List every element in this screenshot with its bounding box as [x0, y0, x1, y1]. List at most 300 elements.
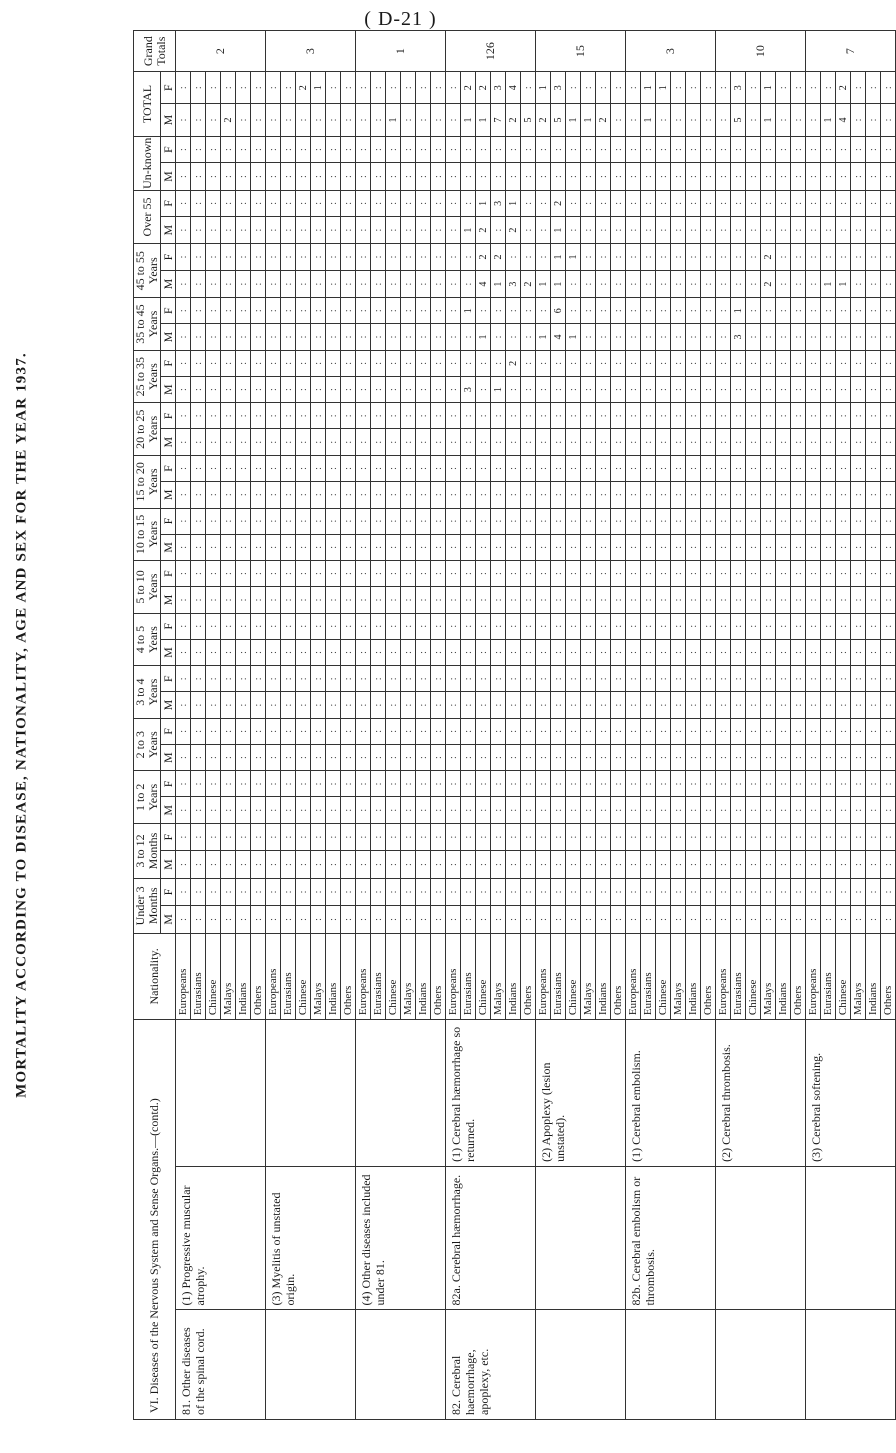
- value-cell: :: [461, 350, 476, 376]
- value-cell: :: [851, 350, 866, 376]
- value-cell: :: [311, 666, 326, 692]
- value-cell: :: [221, 136, 236, 163]
- value-cell: :: [341, 429, 356, 456]
- value-cell: :: [251, 561, 266, 587]
- value-cell: :: [746, 403, 761, 429]
- value-cell: :: [221, 508, 236, 534]
- value-cell: :: [506, 324, 521, 351]
- value-cell: 4: [476, 270, 491, 297]
- value-cell: :: [356, 666, 371, 692]
- value-cell: :: [746, 190, 761, 216]
- value-cell: :: [341, 481, 356, 508]
- value-cell: :: [536, 456, 551, 482]
- nationality-label: Indians: [866, 933, 881, 1019]
- value-cell: :: [491, 587, 506, 614]
- value-cell: :: [536, 906, 551, 934]
- value-cell: :: [671, 666, 686, 692]
- value-cell: :: [596, 324, 611, 351]
- female-header: F: [161, 508, 176, 534]
- value-cell: :: [356, 190, 371, 216]
- value-cell: :: [596, 587, 611, 614]
- value-cell: :: [836, 639, 851, 666]
- value-cell: :: [791, 851, 806, 879]
- value-cell: :: [341, 878, 356, 905]
- value-cell: :: [491, 508, 506, 534]
- value-cell: :: [581, 481, 596, 508]
- value-cell: :: [836, 190, 851, 216]
- value-cell: :: [566, 508, 581, 534]
- value-cell: 7: [491, 104, 506, 137]
- value-cell: :: [581, 666, 596, 692]
- value-cell: :: [176, 72, 191, 104]
- value-cell: :: [311, 639, 326, 666]
- value-cell: :: [476, 824, 491, 851]
- value-cell: :: [296, 508, 311, 534]
- value-cell: :: [566, 824, 581, 851]
- value-cell: :: [596, 534, 611, 561]
- nationality-label: Indians: [326, 933, 341, 1019]
- value-cell: 2: [476, 217, 491, 244]
- value-cell: :: [716, 136, 731, 163]
- value-cell: :: [806, 666, 821, 692]
- value-cell: :: [506, 771, 521, 797]
- value-cell: :: [866, 666, 881, 692]
- value-cell: :: [506, 587, 521, 614]
- value-cell: :: [476, 692, 491, 719]
- value-cell: :: [731, 403, 746, 429]
- grand-total-header: Grand Totals: [134, 31, 176, 72]
- value-cell: :: [341, 587, 356, 614]
- value-cell: :: [641, 190, 656, 216]
- value-cell: :: [761, 906, 776, 934]
- value-cell: :: [716, 906, 731, 934]
- value-cell: :: [431, 534, 446, 561]
- value-cell: :: [221, 718, 236, 744]
- value-cell: :: [176, 429, 191, 456]
- value-cell: :: [401, 561, 416, 587]
- value-cell: :: [431, 613, 446, 639]
- value-cell: :: [626, 481, 641, 508]
- value-cell: :: [371, 270, 386, 297]
- value-cell: :: [701, 350, 716, 376]
- value-cell: :: [521, 190, 536, 216]
- value-cell: :: [551, 718, 566, 744]
- value-cell: :: [416, 190, 431, 216]
- value-cell: :: [686, 666, 701, 692]
- value-cell: 1: [461, 217, 476, 244]
- value-cell: :: [686, 163, 701, 190]
- value-cell: :: [716, 508, 731, 534]
- value-cell: :: [821, 403, 836, 429]
- value-cell: :: [836, 376, 851, 403]
- nationality-label: Eurasians: [191, 933, 206, 1019]
- value-cell: :: [731, 878, 746, 905]
- nationality-label: Indians: [596, 933, 611, 1019]
- value-cell: :: [761, 403, 776, 429]
- value-cell: :: [221, 376, 236, 403]
- value-cell: :: [491, 878, 506, 905]
- value-cell: :: [521, 771, 536, 797]
- value-cell: :: [386, 244, 401, 271]
- value-cell: :: [206, 587, 221, 614]
- value-cell: :: [326, 851, 341, 879]
- value-cell: :: [671, 190, 686, 216]
- value-cell: :: [701, 456, 716, 482]
- value-cell: :: [641, 613, 656, 639]
- value-cell: :: [371, 481, 386, 508]
- value-cell: :: [341, 851, 356, 879]
- value-cell: :: [416, 771, 431, 797]
- value-cell: :: [761, 718, 776, 744]
- value-cell: :: [761, 639, 776, 666]
- value-cell: :: [761, 561, 776, 587]
- value-cell: :: [476, 534, 491, 561]
- value-cell: :: [476, 561, 491, 587]
- value-cell: :: [371, 534, 386, 561]
- value-cell: :: [566, 666, 581, 692]
- value-cell: :: [686, 456, 701, 482]
- value-cell: :: [731, 639, 746, 666]
- value-cell: :: [236, 906, 251, 934]
- value-cell: :: [506, 508, 521, 534]
- value-cell: :: [716, 639, 731, 666]
- value-cell: :: [461, 692, 476, 719]
- value-cell: :: [296, 692, 311, 719]
- value-cell: :: [431, 324, 446, 351]
- value-cell: 6: [551, 298, 566, 324]
- value-cell: :: [416, 666, 431, 692]
- sub-cause-label: 82b. Cerebral embolism or thrombosis.: [626, 1166, 716, 1310]
- value-cell: :: [236, 244, 251, 271]
- value-cell: :: [551, 878, 566, 905]
- value-cell: :: [386, 692, 401, 719]
- value-cell: :: [671, 692, 686, 719]
- value-cell: :: [641, 508, 656, 534]
- value-cell: :: [581, 324, 596, 351]
- value-cell: :: [236, 824, 251, 851]
- value-cell: :: [491, 718, 506, 744]
- value-cell: :: [491, 906, 506, 934]
- value-cell: :: [671, 376, 686, 403]
- value-cell: :: [296, 797, 311, 824]
- value-cell: :: [671, 270, 686, 297]
- value-cell: :: [701, 718, 716, 744]
- value-cell: :: [506, 163, 521, 190]
- value-cell: :: [251, 403, 266, 429]
- value-cell: :: [311, 718, 326, 744]
- male-header: M: [161, 587, 176, 614]
- value-cell: :: [731, 534, 746, 561]
- value-cell: :: [641, 403, 656, 429]
- value-cell: :: [851, 429, 866, 456]
- value-cell: :: [296, 190, 311, 216]
- value-cell: :: [386, 534, 401, 561]
- value-cell: :: [416, 587, 431, 614]
- value-cell: :: [851, 508, 866, 534]
- value-cell: :: [701, 403, 716, 429]
- age-group-header: 5 to 10 Years: [134, 561, 161, 614]
- value-cell: :: [191, 534, 206, 561]
- value-cell: :: [416, 824, 431, 851]
- value-cell: :: [596, 797, 611, 824]
- value-cell: :: [806, 481, 821, 508]
- value-cell: :: [266, 244, 281, 271]
- value-cell: :: [791, 72, 806, 104]
- value-cell: :: [656, 851, 671, 879]
- value-cell: :: [266, 190, 281, 216]
- value-cell: :: [416, 403, 431, 429]
- value-cell: :: [206, 534, 221, 561]
- value-cell: :: [566, 744, 581, 771]
- value-cell: :: [551, 666, 566, 692]
- value-cell: :: [176, 534, 191, 561]
- value-cell: :: [611, 534, 626, 561]
- value-cell: :: [206, 403, 221, 429]
- value-cell: :: [176, 824, 191, 851]
- value-cell: :: [236, 851, 251, 879]
- value-cell: :: [236, 217, 251, 244]
- value-cell: :: [326, 217, 341, 244]
- value-cell: :: [176, 298, 191, 324]
- value-cell: :: [596, 403, 611, 429]
- cause-label: [536, 1310, 626, 1420]
- value-cell: :: [701, 534, 716, 561]
- value-cell: :: [776, 824, 791, 851]
- value-cell: :: [701, 324, 716, 351]
- value-cell: :: [746, 324, 761, 351]
- value-cell: :: [581, 824, 596, 851]
- value-cell: :: [596, 217, 611, 244]
- value-cell: :: [806, 104, 821, 137]
- value-cell: :: [296, 771, 311, 797]
- table-row: [536, 31, 551, 1420]
- value-cell: :: [251, 824, 266, 851]
- value-cell: :: [401, 639, 416, 666]
- value-cell: :: [446, 72, 461, 104]
- value-cell: :: [851, 190, 866, 216]
- value-cell: :: [671, 534, 686, 561]
- value-cell: :: [341, 456, 356, 482]
- value-cell: 3: [731, 72, 746, 104]
- value-cell: :: [506, 136, 521, 163]
- value-cell: :: [566, 270, 581, 297]
- value-cell: :: [521, 824, 536, 851]
- value-cell: :: [881, 72, 896, 104]
- male-header: M: [161, 692, 176, 719]
- value-cell: 5: [521, 104, 536, 137]
- value-cell: :: [791, 718, 806, 744]
- value-cell: :: [416, 561, 431, 587]
- value-cell: :: [476, 376, 491, 403]
- value-cell: :: [266, 324, 281, 351]
- value-cell: :: [371, 906, 386, 934]
- value-cell: :: [386, 298, 401, 324]
- value-cell: :: [731, 508, 746, 534]
- value-cell: :: [446, 851, 461, 879]
- value-cell: :: [506, 429, 521, 456]
- value-cell: :: [701, 797, 716, 824]
- value-cell: :: [611, 692, 626, 719]
- value-cell: :: [791, 613, 806, 639]
- value-cell: :: [356, 534, 371, 561]
- value-cell: :: [371, 163, 386, 190]
- value-cell: :: [521, 906, 536, 934]
- value-cell: :: [686, 403, 701, 429]
- value-cell: :: [716, 744, 731, 771]
- value-cell: :: [416, 878, 431, 905]
- value-cell: :: [776, 587, 791, 614]
- value-cell: :: [356, 104, 371, 137]
- value-cell: :: [251, 350, 266, 376]
- value-cell: :: [551, 824, 566, 851]
- value-cell: :: [686, 217, 701, 244]
- value-cell: :: [806, 587, 821, 614]
- value-cell: :: [761, 771, 776, 797]
- value-cell: :: [686, 613, 701, 639]
- value-cell: :: [671, 771, 686, 797]
- value-cell: :: [671, 104, 686, 137]
- value-cell: :: [881, 298, 896, 324]
- value-cell: :: [521, 666, 536, 692]
- sub-cause-label: [806, 1166, 896, 1310]
- value-cell: :: [611, 244, 626, 271]
- value-cell: :: [746, 104, 761, 137]
- value-cell: :: [776, 561, 791, 587]
- value-cell: :: [851, 771, 866, 797]
- value-cell: :: [176, 104, 191, 137]
- value-cell: :: [761, 851, 776, 879]
- value-cell: :: [821, 456, 836, 482]
- age-group-header: 10 to 15 Years: [134, 508, 161, 561]
- value-cell: :: [701, 692, 716, 719]
- nationality-label: Europeans: [446, 933, 461, 1019]
- value-cell: :: [686, 587, 701, 614]
- male-header: M: [161, 217, 176, 244]
- value-cell: :: [656, 797, 671, 824]
- value-cell: :: [476, 639, 491, 666]
- value-cell: :: [641, 429, 656, 456]
- value-cell: :: [791, 692, 806, 719]
- value-cell: :: [836, 324, 851, 351]
- value-cell: :: [461, 797, 476, 824]
- value-cell: 1: [476, 104, 491, 137]
- value-cell: :: [656, 508, 671, 534]
- value-cell: :: [206, 797, 221, 824]
- value-cell: :: [746, 666, 761, 692]
- value-cell: :: [866, 508, 881, 534]
- value-cell: :: [236, 376, 251, 403]
- value-cell: 1: [641, 72, 656, 104]
- value-cell: :: [806, 534, 821, 561]
- value-cell: :: [251, 136, 266, 163]
- value-cell: :: [776, 718, 791, 744]
- value-cell: :: [236, 190, 251, 216]
- value-cell: :: [281, 666, 296, 692]
- cause-label: 81. Other diseases of the spinal cord.: [176, 1310, 266, 1420]
- value-cell: :: [236, 104, 251, 137]
- value-cell: :: [266, 376, 281, 403]
- cause-label: [716, 1310, 806, 1420]
- value-cell: :: [731, 481, 746, 508]
- value-cell: :: [326, 270, 341, 297]
- value-cell: :: [176, 244, 191, 271]
- value-cell: :: [341, 217, 356, 244]
- value-cell: :: [716, 561, 731, 587]
- value-cell: :: [701, 104, 716, 137]
- value-cell: :: [671, 217, 686, 244]
- value-cell: :: [341, 136, 356, 163]
- sub-sub-cause-label: (3) Cerebral softening.: [806, 1020, 896, 1167]
- value-cell: :: [356, 639, 371, 666]
- table-row: [806, 31, 821, 1420]
- value-cell: :: [311, 851, 326, 879]
- value-cell: :: [311, 456, 326, 482]
- value-cell: :: [581, 163, 596, 190]
- value-cell: :: [491, 692, 506, 719]
- value-cell: :: [776, 136, 791, 163]
- value-cell: :: [566, 851, 581, 879]
- value-cell: :: [746, 217, 761, 244]
- value-cell: :: [281, 692, 296, 719]
- value-cell: :: [446, 718, 461, 744]
- value-cell: :: [266, 456, 281, 482]
- value-cell: :: [536, 534, 551, 561]
- value-cell: :: [401, 508, 416, 534]
- value-cell: :: [326, 429, 341, 456]
- value-cell: :: [506, 906, 521, 934]
- value-cell: :: [596, 744, 611, 771]
- value-cell: :: [446, 324, 461, 351]
- value-cell: :: [266, 613, 281, 639]
- value-cell: :: [416, 104, 431, 137]
- value-cell: :: [251, 639, 266, 666]
- value-cell: :: [836, 350, 851, 376]
- value-cell: :: [581, 534, 596, 561]
- value-cell: :: [791, 744, 806, 771]
- value-cell: :: [431, 824, 446, 851]
- female-header: F: [161, 771, 176, 797]
- value-cell: 2: [221, 104, 236, 137]
- value-cell: :: [806, 270, 821, 297]
- value-cell: :: [851, 403, 866, 429]
- value-cell: :: [866, 456, 881, 482]
- value-cell: :: [761, 429, 776, 456]
- value-cell: :: [686, 744, 701, 771]
- value-cell: :: [611, 771, 626, 797]
- value-cell: :: [476, 851, 491, 879]
- value-cell: :: [716, 613, 731, 639]
- value-cell: :: [881, 403, 896, 429]
- value-cell: :: [401, 718, 416, 744]
- value-cell: :: [641, 136, 656, 163]
- value-cell: :: [266, 797, 281, 824]
- value-cell: :: [206, 429, 221, 456]
- value-cell: :: [806, 136, 821, 163]
- value-cell: :: [671, 744, 686, 771]
- value-cell: :: [281, 244, 296, 271]
- value-cell: :: [776, 403, 791, 429]
- value-cell: :: [776, 163, 791, 190]
- value-cell: :: [866, 376, 881, 403]
- value-cell: :: [401, 429, 416, 456]
- value-cell: :: [866, 613, 881, 639]
- value-cell: :: [731, 270, 746, 297]
- value-cell: :: [581, 376, 596, 403]
- value-cell: :: [191, 190, 206, 216]
- value-cell: :: [326, 72, 341, 104]
- value-cell: :: [236, 163, 251, 190]
- value-cell: :: [506, 797, 521, 824]
